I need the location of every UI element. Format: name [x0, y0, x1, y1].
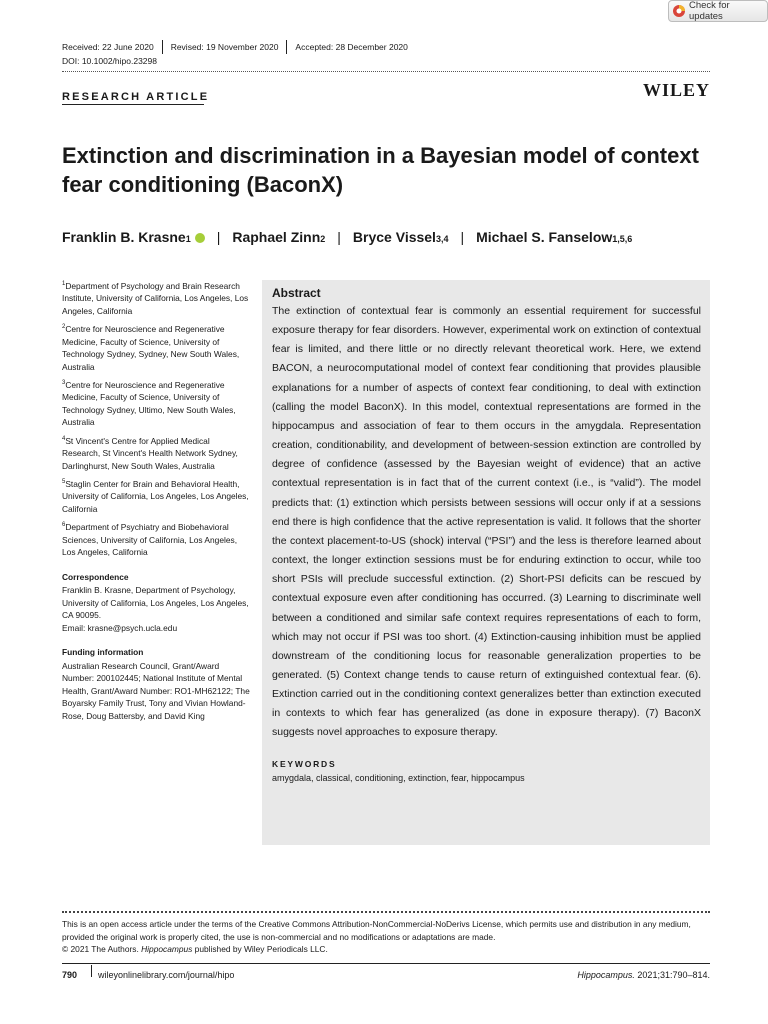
divider — [286, 40, 287, 54]
affiliation — [62, 476, 250, 515]
author-separator: | — [337, 229, 341, 245]
affiliation-sup: 5 — [62, 479, 66, 486]
affiliation — [62, 278, 250, 317]
affiliation — [62, 519, 250, 558]
article-type-underline — [62, 104, 204, 105]
affiliation-text: St Vincent's Centre for Applied Medical Research, St Vincent's Health Network Sydney, Darlinghurst, New South Wales, Australia — [62, 435, 238, 471]
funding-text: Australian Research Council, Grant/Award Number: 200102445; National Institute of Mental Health, Grant/Award Number: RO1-MH62122; The Boyarsky Family Trust, Tony and Vivian Howland-Rose, Doug Battersby, and David King — [62, 660, 250, 721]
correspondence-text: Franklin B. Krasne, Department of Psychology, University of California, Los Angeles, Los Angeles, CA 90095. — [62, 585, 249, 621]
funding-heading: Funding information — [62, 647, 144, 658]
check-for-updates-label: Check for updates — [689, 0, 730, 22]
author-name[interactable]: Michael S. Fanselow — [476, 229, 613, 245]
affiliation-sup: 4 — [62, 435, 66, 442]
affiliation-sup: 2 — [62, 324, 66, 331]
author-affil-sup: 1,5,6 — [612, 234, 633, 244]
page-number: 790 — [62, 970, 78, 980]
author-list — [62, 229, 632, 245]
orcid-icon[interactable] — [195, 233, 205, 243]
affiliation — [62, 433, 250, 472]
affiliation-text: Department of Psychology and Brain Research Institute, University of California, Los Angeles, Los Angeles, California — [62, 280, 249, 316]
author-name[interactable]: Franklin B. Krasne — [62, 229, 186, 245]
article-title: Extinction and discrimination in a Bayesian model of context fear conditioning (BaconX) — [62, 143, 699, 197]
affiliation — [62, 321, 250, 373]
copyright-suffix: published by Wiley Periodicals LLC. — [192, 944, 328, 954]
correspondence-heading: Correspondence — [62, 571, 129, 582]
copyright-journal: Hippocampus — [141, 944, 193, 954]
affiliation-sup: 6 — [62, 522, 66, 529]
journal-citation — [577, 970, 710, 980]
divider — [162, 40, 163, 54]
article-type-label: RESEARCH ARTICLE — [62, 91, 210, 103]
author-affil-sup: 1 — [185, 234, 191, 244]
check-for-updates-button[interactable] — [668, 0, 768, 22]
affiliation-sup: 1 — [62, 281, 66, 287]
abstract-text: The extinction of contextual fear is commonly an essential requirement for successful exposure therapy for fear disorders. However, experimental work on extinction of contextual fear is limited, and there little or no directly relevant theoretical work. Here, we extend BACON, a neurocomputational model of context fear conditioning that provides plausible explanations for a number of aspects of context fear conditioning, to deal with extinction (calling the model BaconX). In this model, contextual representations are formed in the hippocampus and association of fear to them occurs in the amygdala. Representation creation, conditionability, and development of between-session extinction are controlled by degree of confidence (assessed by the Bayesian weight of evidence) that an active contextual representation is in fact that of the current context (i.e., is “valid”). The model predicts that: (1) extinction which persists between sessions will occur only if at a sessions end there is high confidence that the active representation is valid. It follows that the shorter the context placement-to-US (shock) interval (“PSI”) and the less is therefore learned about context, the longer extinction sessions must be for enduring extinction to occur, while too short PSIs will preclude successful extinction. (2) Short-PSI deficits can be rescued by contextual exposure even after conditioning has occurred. (3) Learning to discriminate well between a conditioned and similar safe context requires representations of each to form, which may not occur if PSI was too short. (4) Extinction-causing inhibition must be applied downstream of the conditioning locus for reasonable generalization properties to be generated. (5) Context change tends to cause return of extinguished contextual fear. (6). Extinction carried out in the conditioning context generalizes better than extinction executed in contexts to which fear has generalized (as done in exposure therapy). (7) BaconX suggests novel approaches to exposure therapy. — [272, 305, 701, 739]
affiliation-sup: 3 — [62, 380, 66, 387]
affiliation — [62, 377, 250, 429]
author-name[interactable]: Raphael Zinn — [232, 229, 321, 245]
publisher-logo: WILEY — [642, 80, 710, 100]
copyright-line — [62, 943, 710, 956]
copyright-prefix: © 2021 The Authors. — [62, 944, 142, 954]
license-block — [62, 918, 710, 956]
revised-date: Revised: 19 November 2020 — [170, 42, 279, 52]
received-date: Received: 22 June 2020 — [62, 42, 154, 52]
crossmark-icon — [673, 5, 685, 17]
accepted-date: Accepted: 28 December 2020 — [295, 42, 408, 52]
license-rule — [62, 911, 710, 913]
author-affil-sup: 3,4 — [435, 234, 449, 244]
article-dates — [62, 40, 408, 54]
affiliation-text: Staglin Center for Brain and Behavioral Health, University of California, Los Angeles, Los Angeles, California — [62, 478, 249, 514]
affiliations-column — [62, 278, 250, 722]
doi[interactable]: DOI: 10.1002/hipo.23298 — [62, 56, 157, 66]
footer-rule — [62, 963, 710, 964]
header-rule — [62, 71, 710, 72]
abstract-box — [262, 280, 710, 845]
keywords-heading: KEYWORDS — [272, 758, 337, 769]
author-affil-sup: 2 — [320, 234, 326, 244]
author-separator: | — [216, 229, 221, 245]
footer-divider — [91, 965, 92, 977]
keywords-text: amygdala, classical, conditioning, extinction, fear, hippocampus — [272, 772, 525, 783]
citation-details: 2021;31:790–814. — [634, 970, 710, 980]
affiliation-text: Centre for Neuroscience and Regenerative Medicine, Faculty of Science, University of Technology Sydney, Sydney, New South Wales, Australia — [62, 324, 240, 372]
citation-journal: Hippocampus. — [577, 970, 635, 980]
affiliation-text: Department of Psychiatry and Biobehavioral Sciences, University of California, Los Angeles, Los Angeles, California — [62, 522, 238, 558]
abstract-heading: Abstract — [272, 286, 321, 300]
license-text: This is an open access article under the terms of the Creative Commons Attribution-NonCommercial-NoDerivs License, which permits use and distribution in any medium, provided the original work is properly cited, the use is non-commercial and no modifications or adaptations are made. — [62, 919, 691, 942]
journal-url[interactable]: wileyonlinelibrary.com/journal/hipo — [98, 970, 235, 980]
author-name[interactable]: Bryce Vissel — [352, 229, 436, 245]
author-separator: | — [460, 229, 465, 245]
affiliation-text: Centre for Neuroscience and Regenerative Medicine, Faculty of Science, University of Technology Sydney, Ultimo, New South Wales, Australia — [62, 379, 236, 428]
correspondence-email[interactable]: Email: krasne@psych.ucla.edu — [62, 622, 178, 633]
